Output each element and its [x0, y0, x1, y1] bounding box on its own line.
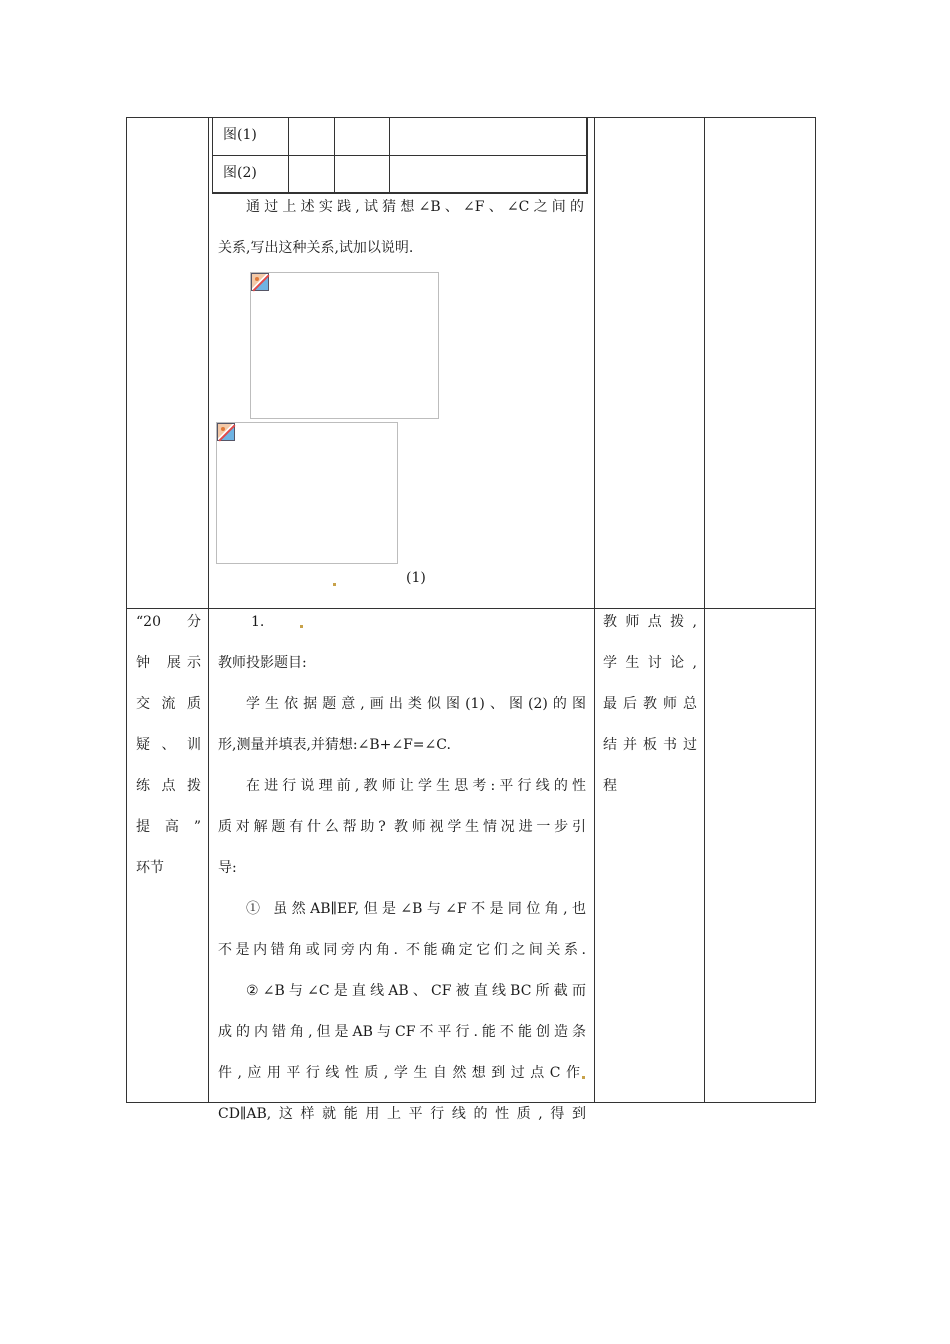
table-row	[213, 118, 586, 156]
item-number: 1.	[251, 614, 265, 630]
content-line: 学生依据题意,画出类似图(1)、图(2)的图	[246, 696, 586, 712]
stage-label-line: 练 点 拨	[136, 778, 201, 794]
content-line: 质对解题有什么帮助? 教师视学生情况进一步引	[218, 819, 586, 835]
teacher-notes	[603, 602, 697, 807]
marker-dot	[300, 625, 303, 628]
broken-image-icon	[251, 273, 269, 291]
content-line: CD∥AB,这样就能用上平行线的性质,得到	[218, 1106, 586, 1122]
content-line: 形,测量并填表,并猜想:∠B+∠F=∠C.	[218, 737, 451, 753]
figure-image-2	[216, 422, 398, 564]
teacher-notes-line: 学生讨论,	[603, 655, 697, 671]
content-line: 教师投影题目:	[218, 655, 307, 671]
broken-image-icon	[217, 423, 235, 441]
figure-caption: (1)	[406, 570, 426, 586]
content-line: 在进行说理前,教师让学生思考:平行线的性	[246, 778, 586, 794]
content-line: 件,应用平行线性质,学生自然想到过点C作	[218, 1065, 580, 1081]
stage-label-line: 环节	[136, 860, 164, 876]
column-divider	[704, 117, 705, 1103]
stage-label-line: 疑 、 训	[136, 737, 201, 753]
teacher-notes-line: 最后教师总	[603, 696, 697, 712]
stage-label-line: “20 分	[136, 614, 201, 630]
column-divider	[594, 117, 595, 1103]
row-label: 图(1)	[213, 118, 289, 155]
content-line: ① 虽然AB∥EF,但是∠B与∠F不是同位角,也	[246, 901, 586, 917]
stage-label	[136, 602, 201, 889]
content-line: 成的内错角,但是AB与CF不平行.能不能创造条	[218, 1024, 586, 1040]
teacher-notes-line: 教师点拨,	[603, 614, 697, 630]
row-divider	[126, 608, 816, 609]
content-line: 导:	[218, 860, 237, 876]
stage-label-line: 钟 展示	[136, 655, 201, 671]
content-line: 不是内错角或同旁内角. 不能确定它们之间关系.	[218, 942, 586, 958]
paragraph-line: 通过上述实践,试猜想∠B、∠F、∠C之间的	[246, 199, 584, 215]
lesson-plan-table	[126, 117, 816, 1122]
marker-dot	[333, 583, 336, 586]
measurement-table	[212, 118, 588, 194]
column-divider	[208, 117, 209, 1103]
row-label: 图(2)	[213, 156, 289, 193]
marker-dot	[582, 1076, 585, 1079]
content-line: ②∠B与∠C是直线AB、CF被直线BC所截而	[246, 983, 586, 999]
stage-label-line: 提 高 ”	[136, 819, 201, 835]
table-cell	[390, 118, 588, 155]
figure-image-1	[250, 272, 439, 419]
stage-label-line: 交 流 质	[136, 696, 201, 712]
table-cell	[335, 118, 390, 155]
teacher-notes-line: 结并板书过	[603, 737, 697, 753]
teacher-notes-line: 程	[603, 778, 617, 794]
paragraph-line: 关系,写出这种关系,试加以说明.	[218, 240, 414, 256]
table-cell	[289, 118, 335, 155]
